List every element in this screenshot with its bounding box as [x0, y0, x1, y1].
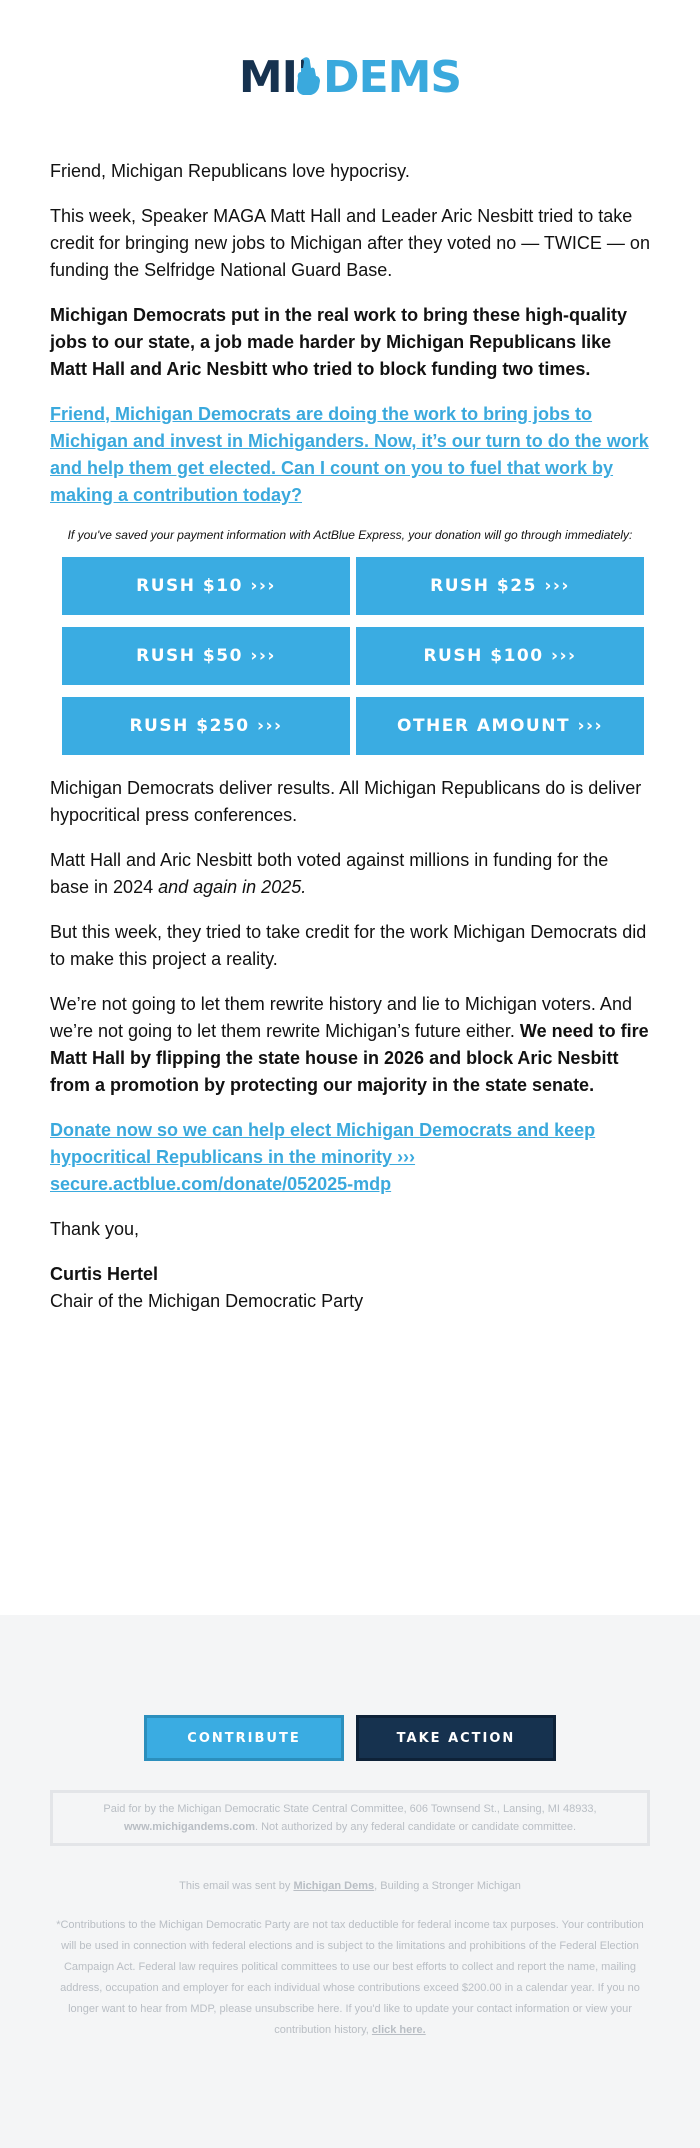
- paid-for-line2-text: . Not authorized by any federal candidate or candidate committee.: [254, 1821, 577, 1833]
- paid-for-site-link[interactable]: www.michigandems.com: [123, 1821, 255, 1833]
- paragraph-credit: But this week, they tried to take credit for the work Michigan Democrats did to make this project a reality.: [50, 922, 647, 969]
- rush-50-button[interactable]: RUSH $50 ›››: [62, 627, 350, 685]
- disclaimer-text: *Contributions to the Michigan Democratic Party are not tax deductible for federal income tax purposes. Your contribution will be used in connection with federal elections and is subject to the limitations and prohibitions of the Federal Election Campaign Act. Federal law requires political committees to use our best efforts to collect and report the name, mailing address, occupation and employer for each individual whose contributions exceed $200.00 in a calendar year. If you no longer want to hear from MDP, please unsubscribe here. If you'd like to update your contact information or view your contribution history,: [56, 1919, 644, 2036]
- email-footer: [0, 1615, 700, 2148]
- sent-by-tagline: , Building a Stronger Michigan: [374, 1880, 521, 1892]
- paid-for-line2: [124, 1818, 576, 1836]
- actblue-express-note: If you've saved your payment information with ActBlue Express, your donation will go through immediately:: [67, 528, 633, 542]
- donation-button-grid: [62, 557, 638, 755]
- sent-by-line: [50, 1880, 650, 1892]
- fire-text: We’re not going to let them rewrite history and lie to Michigan voters. And we’re not going to let them rewrite Michigan’s future either.: [50, 994, 632, 1041]
- paragraph-votes: [50, 847, 650, 901]
- paragraph-ask: [50, 401, 650, 509]
- fire-bold-text: We need to fire Matt Hall by flipping the state house in 2026 and block Aric Nesbitt from a promotion by protecting our majority in the state senate.: [50, 1021, 649, 1095]
- footer-button-row: [0, 1715, 700, 1761]
- contribute-button[interactable]: CONTRIBUTE: [144, 1715, 344, 1761]
- michigan-dems-link[interactable]: Michigan Dems: [293, 1880, 375, 1892]
- take-action-button[interactable]: TAKE ACTION: [356, 1715, 556, 1761]
- paragraph-intro: This week, Speaker MAGA Matt Hall and Leader Aric Nesbitt tried to take credit for bringing new jobs to Michigan after they voted no — TWICE — on funding the Selfridge National Guard Base.: [50, 206, 650, 280]
- header-logo[interactable]: [0, 52, 700, 102]
- legal-disclaimer: [55, 1915, 645, 2041]
- email-body: [50, 158, 650, 1315]
- paragraph-fire: [50, 991, 650, 1099]
- signature-title: Chair of the Michigan Democratic Party: [50, 1291, 364, 1311]
- rush-25-button[interactable]: RUSH $25 ›››: [356, 557, 644, 615]
- signature: [50, 1261, 650, 1315]
- sent-by-text: This email was sent by: [179, 1880, 294, 1892]
- donate-url-link[interactable]: secure.actblue.com/donate/052025-mdp: [50, 1174, 392, 1194]
- click-here-link[interactable]: click here.: [371, 2024, 426, 2036]
- votes-italic-text: and again in 2025.: [158, 877, 307, 897]
- votes-text: Matt Hall and Aric Nesbitt both voted against millions in funding for the base in 2024: [50, 850, 609, 897]
- other-amount-button[interactable]: OTHER AMOUNT ›››: [356, 697, 644, 755]
- contribution-ask-link[interactable]: Friend, Michigan Democrats are doing the work to bring jobs to Michigan and invest in Michiganders. Now, it’s our turn to do the work and help them get elected. Can I count on you to fuel that work by making a contribution today?: [50, 404, 649, 505]
- paragraph-thanks: Thank you,: [50, 1219, 140, 1239]
- donate-now-link[interactable]: Donate now so we can help elect Michigan Democrats and keep hypocritical Republicans in the minority ›››: [50, 1120, 596, 1167]
- paid-for-box: [50, 1790, 650, 1846]
- paid-for-line1: Paid for by the Michigan Democratic State Central Committee, 606 Townsend St., Lansing, MI 48933,: [103, 1803, 597, 1815]
- signature-name: Curtis Hertel: [50, 1264, 159, 1284]
- logo-dems-text: DEMS: [323, 52, 462, 103]
- michigan-mitten-icon: [295, 56, 321, 100]
- rush-10-button[interactable]: RUSH $10 ›››: [62, 557, 350, 615]
- paragraph-results: Michigan Democrats deliver results. All Michigan Republicans do is deliver hypocritical press conferences.: [50, 778, 642, 825]
- paragraph-bold-claim: Michigan Democrats put in the real work to bring these high-quality jobs to our state, a job made harder by Michigan Republicans like Matt Hall and Aric Nesbitt who tried to block funding two times.: [50, 305, 628, 379]
- rush-250-button[interactable]: RUSH $250 ›››: [62, 697, 350, 755]
- rush-100-button[interactable]: RUSH $100 ›››: [356, 627, 644, 685]
- paragraph-greeting: Friend, Michigan Republicans love hypocrisy.: [50, 161, 410, 181]
- paragraph-donate-link: [50, 1117, 650, 1198]
- logo-mi-text: MI: [238, 52, 298, 103]
